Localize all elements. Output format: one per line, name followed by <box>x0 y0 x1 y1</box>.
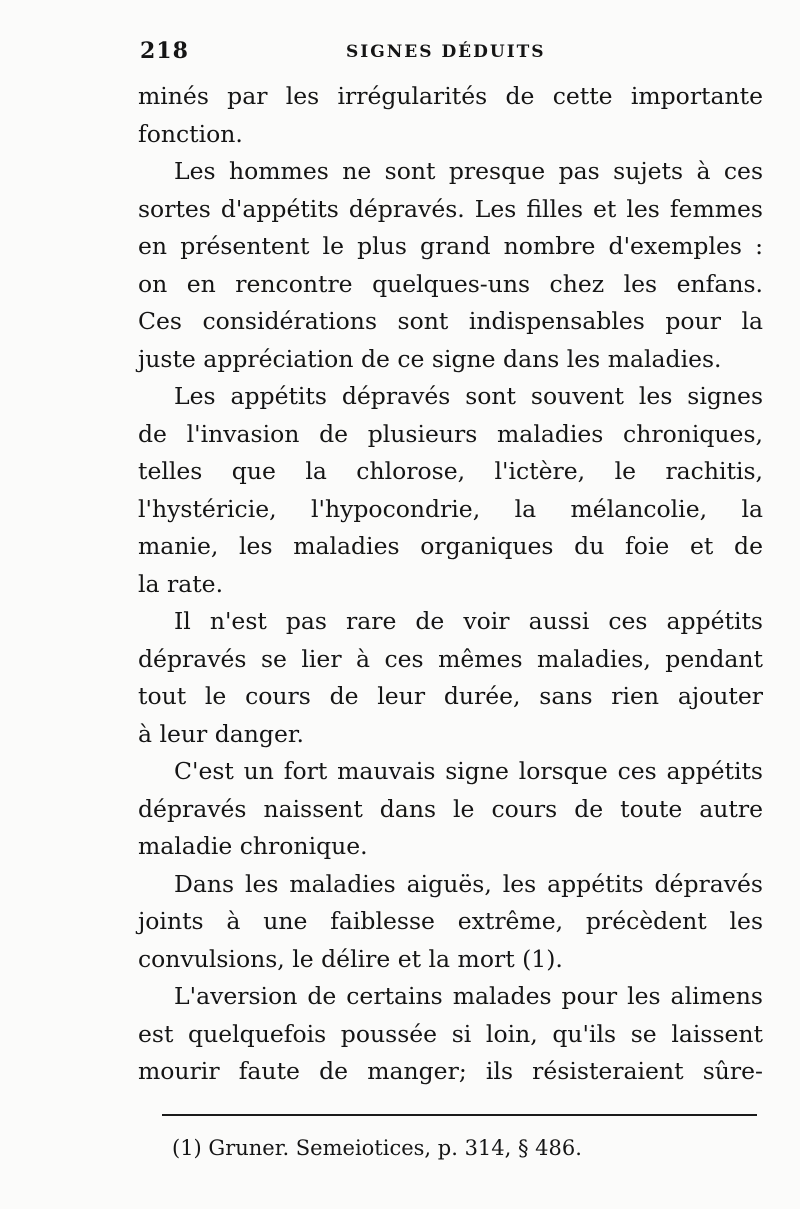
text-line: dépravés se lier à ces mêmes maladies, pendant <box>138 644 763 673</box>
paragraph-first-line: Il n'est pas rare de voir aussi ces appétits <box>174 607 763 635</box>
text-line: minés par les irrégularités de cette importante <box>138 82 763 110</box>
text-line: à leur danger. <box>138 719 305 748</box>
body-text <box>138 78 763 1091</box>
footnote-rule <box>162 1114 757 1116</box>
text-line: dépravés naissent dans le cours de toute autre <box>138 794 763 823</box>
footnote: (1) Gruner. Semeiotices, p. 314, § 486. <box>172 1136 582 1160</box>
text-line: est quelquefois poussée si loin, qu'ils se laissent <box>138 1019 763 1048</box>
paragraph-first-line: L'aversion de certains malades pour les alimens <box>174 982 763 1010</box>
text-line: telles que la chlorose, l'ictère, le rachitis, <box>138 457 763 485</box>
running-head: SIGNES DÉDUITS <box>346 42 546 62</box>
page-header <box>140 38 760 68</box>
text-line: sortes d'appétits dépravés. Les filles et les femmes <box>138 194 763 223</box>
text-line: la rate. <box>138 569 224 598</box>
text-line: mourir faute de manger; ils résisteraient sûre- <box>138 1057 763 1085</box>
text-line: maladie chronique. <box>138 832 368 860</box>
text-line: l'hystéricie, l'hypocondrie, la mélancolie, la <box>138 494 763 523</box>
text-line: Ces considérations sont indispensables pour la <box>138 307 763 335</box>
text-line: tout le cours de leur durée, sans rien ajouter <box>138 682 763 710</box>
text-line: fonction. <box>138 119 243 148</box>
text-line: on en rencontre quelques-uns chez les enfans. <box>138 269 763 298</box>
page-number: 218 <box>140 38 189 64</box>
paragraph-first-line: Les hommes ne sont presque pas sujets à ces <box>174 157 763 185</box>
paragraph-first-line: Dans les maladies aiguës, les appétits dépravés <box>174 869 763 898</box>
paragraph-first-line: Les appétits dépravés sont souvent les signes <box>174 382 763 410</box>
text-line: convulsions, le délire et la mort (1). <box>138 944 563 973</box>
text-line: en présentent le plus grand nombre d'exemples : <box>138 232 763 260</box>
paragraph-first-line: C'est un fort mauvais signe lorsque ces appétits <box>174 757 763 785</box>
text-line: de l'invasion de plusieurs maladies chroniques, <box>138 419 763 448</box>
text-line: joints à une faiblesse extrême, précèdent les <box>138 907 763 935</box>
text-line: manie, les maladies organiques du foie et de <box>138 532 763 560</box>
text-line: juste appréciation de ce signe dans les maladies. <box>138 344 722 373</box>
